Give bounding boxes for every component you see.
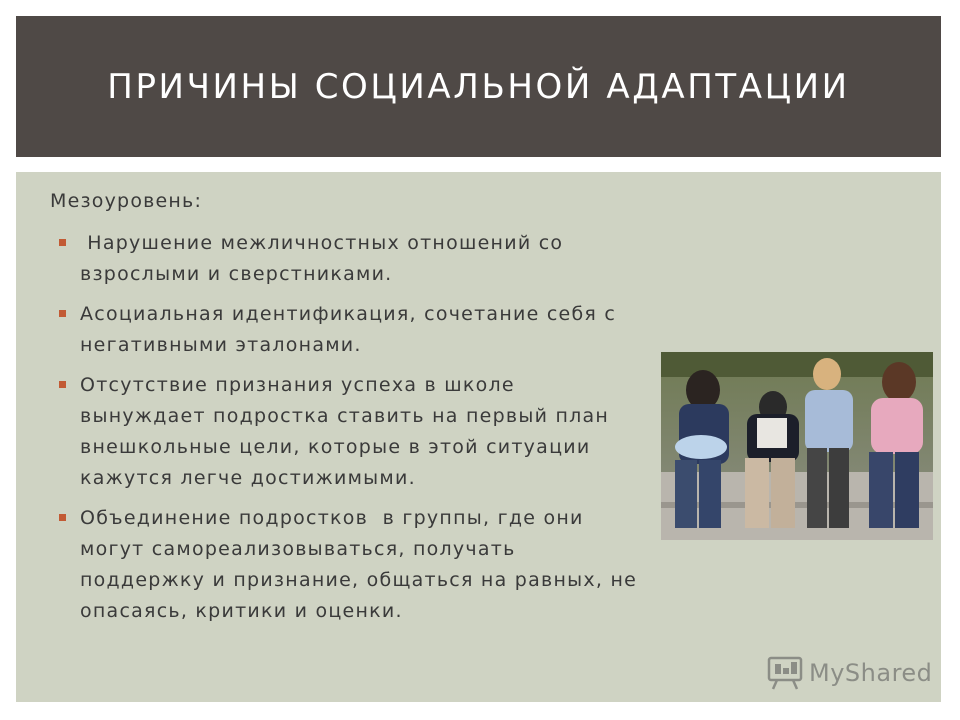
- content-panel: [16, 172, 941, 702]
- bullet-square-icon: [59, 239, 66, 246]
- level-label: Мезоуровень:: [50, 190, 203, 212]
- bullet-square-icon: [59, 514, 66, 521]
- bullet-item: [56, 228, 646, 290]
- bullet-list: [56, 228, 646, 636]
- watermark: [767, 656, 932, 690]
- watermark-text: MyShared: [809, 659, 933, 687]
- bullet-item: [56, 503, 646, 627]
- slide-title: ПРИЧИНЫ СОЦИАЛЬНОЙ АДАПТАЦИИ: [107, 66, 850, 107]
- bullet-text: Нарушение межличностных отношений со взрослыми и сверстниками.: [80, 232, 571, 285]
- teenagers-photo: [661, 352, 933, 540]
- bullet-square-icon: [59, 310, 66, 317]
- bullet-text: Объединение подростков в группы, где они могут самореализовываться, получать поддержку и признание, общаться на равных, не опасаясь, критики и оценки.: [80, 507, 645, 622]
- presentation-board-icon: [767, 656, 803, 690]
- bullet-text: Асоциальная идентификация, сочетание себя с негативными эталонами.: [80, 303, 617, 356]
- bullet-item: [56, 370, 646, 494]
- bullet-item: [56, 299, 646, 361]
- title-bar: [16, 16, 941, 157]
- bullet-square-icon: [59, 381, 66, 388]
- bullet-text: Отсутствие признания успеха в школе вынуждает подростка ставить на первый план внешкольные цели, которые в этой ситуации кажутся легче достижимыми.: [80, 374, 610, 489]
